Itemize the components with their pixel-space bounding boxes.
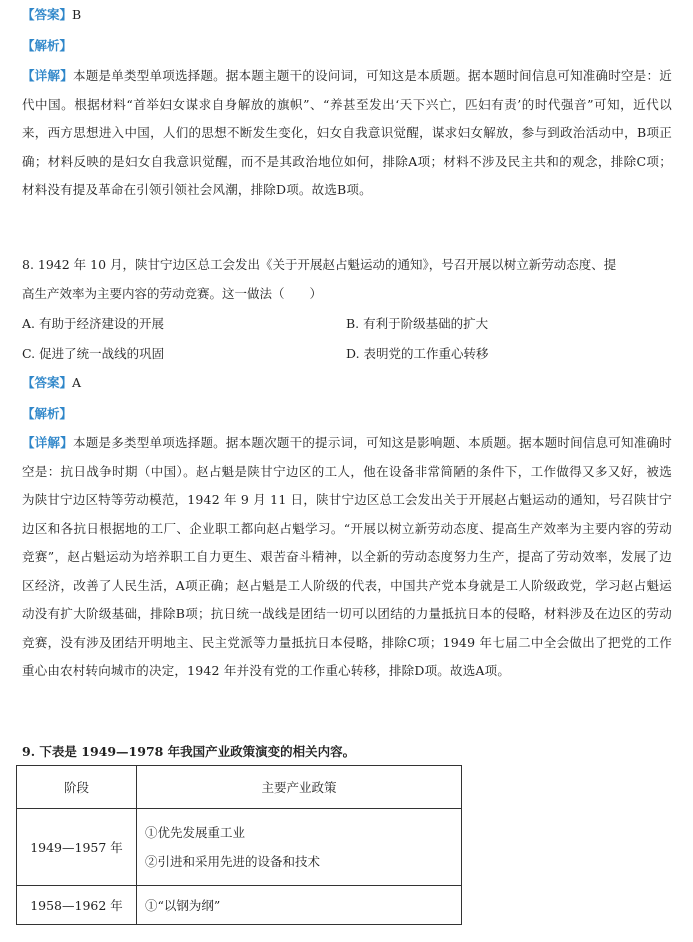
q7-analysis-tag: 【解析】 (22, 38, 73, 53)
table-header-stage: 阶段 (17, 766, 137, 809)
detail-tag: 【详解】 (22, 68, 73, 83)
q8-stem-line1: 8. 1942 年 10 月，陕甘宁边区总工会发出《关于开展赵占魁运动的通知》，号召开展以树立新劳动态度、提 (22, 257, 617, 272)
table-header-row (17, 766, 462, 809)
detail-text: 本题是单类型单项选择题。据本题主题干的设问词，可知这是本质题。据本题时间信息可知准确时空是：近代中国。根据材料“首举妇女谋求自身解放的旗帜”、“养甚至发出‘天下兴亡，匹妇有责’的时代强音”可知，近代以来，西方思想进入中国，人们的思想不断发生变化，妇女自我意识觉醒，谋求妇女解放，参与到政治活动中，B项正确；材料反映的是妇女自我意识觉醒，而不是其政治地位如何，排除A项；材料不涉及民主共和的观念，排除C项；材料没有提及革命在引领引领社会风潮，排除D项。故选B项。 (22, 68, 672, 197)
table-cell-stage: 1958—1962 年 (17, 886, 137, 925)
detail-tag: 【详解】 (22, 435, 73, 450)
q7-detail-paragraph (22, 62, 672, 244)
table-cell-policy (137, 809, 462, 886)
q8-option-a: A. 有助于经济建设的开展 (22, 316, 164, 331)
q8-option-d: D. 表明党的工作重心转移 (346, 346, 489, 361)
q8-stem-line2: 高生产效率为主要内容的劳动竞赛。这一做法（ ） (22, 286, 323, 301)
policy-item: ①“以钢为纲” (145, 898, 221, 913)
table-cell-policy (137, 886, 462, 925)
q8-option-b: B. 有利于阶级基础的扩大 (346, 316, 489, 331)
answer-value: A (72, 375, 82, 390)
q8-option-c: C. 促进了统一战线的巩固 (22, 346, 165, 361)
detail-text: 本题是多类型单项选择题。据本题次题干的提示词，可知这是影响题、本质题。据本题时间信息可知准确时空是：抗日战争时期（中国）。赵占魁是陕甘宁边区的工人，他在设备非常简陋的条件下，工作做得又多又好，被选为陕甘宁边区特等劳动模范，1942 年 9 月 11 日，陕甘宁边区总工会发出关于开展赵占魁运动的通知，号召陕甘宁边区和各抗日根据地的工厂、企业职工都向赵占魁学习。“开展以树立新劳动态度、提高生产效率为主要内容的劳动竞赛”，赵占魁运动为培养职工自力更生、艰苦奋斗精神，以全新的劳动态度努力生产，提高了劳动效率，发展了边区经济，改善了人民生活，A项正确；赵占魁是工人阶级的代表，中国共产党本身就是工人阶级政党，学习赵占魁运动没有扩大阶级基础，排除B项；抗日统一战线是团结一切可以团结的力量抵抗日本的侵略，材料涉及在边区的劳动竞赛，没有涉及团结开明地主、民主党派等力量抵抗日本侵略，排除C项；1949 年七届二中全会做出了把党的工作重心由农村转向城市的决定，1942 年并没有党的工作重心转移，排除D项。故选A项。 (22, 435, 672, 678)
q9-stem: 9. 下表是 1949—1978 年我国产业政策演变的相关内容。 (22, 744, 356, 759)
policy-table (16, 765, 462, 925)
table-cell-stage: 1949—1957 年 (17, 809, 137, 886)
answer-tag: 【答案】 (22, 375, 73, 390)
q8-analysis-tag: 【解析】 (22, 406, 73, 421)
table-row (17, 809, 462, 886)
answer-value: B (72, 7, 82, 22)
policy-item: ①优先发展重工业 (145, 825, 246, 840)
policy-item: ②引进和采用先进的设备和技术 (145, 854, 321, 869)
table-row (17, 886, 462, 925)
answer-tag: 【答案】 (22, 7, 73, 22)
q7-answer-line (22, 6, 670, 24)
q8-answer-line (22, 374, 670, 392)
q8-detail-paragraph (22, 429, 672, 743)
table-header-policy: 主要产业政策 (137, 766, 462, 809)
